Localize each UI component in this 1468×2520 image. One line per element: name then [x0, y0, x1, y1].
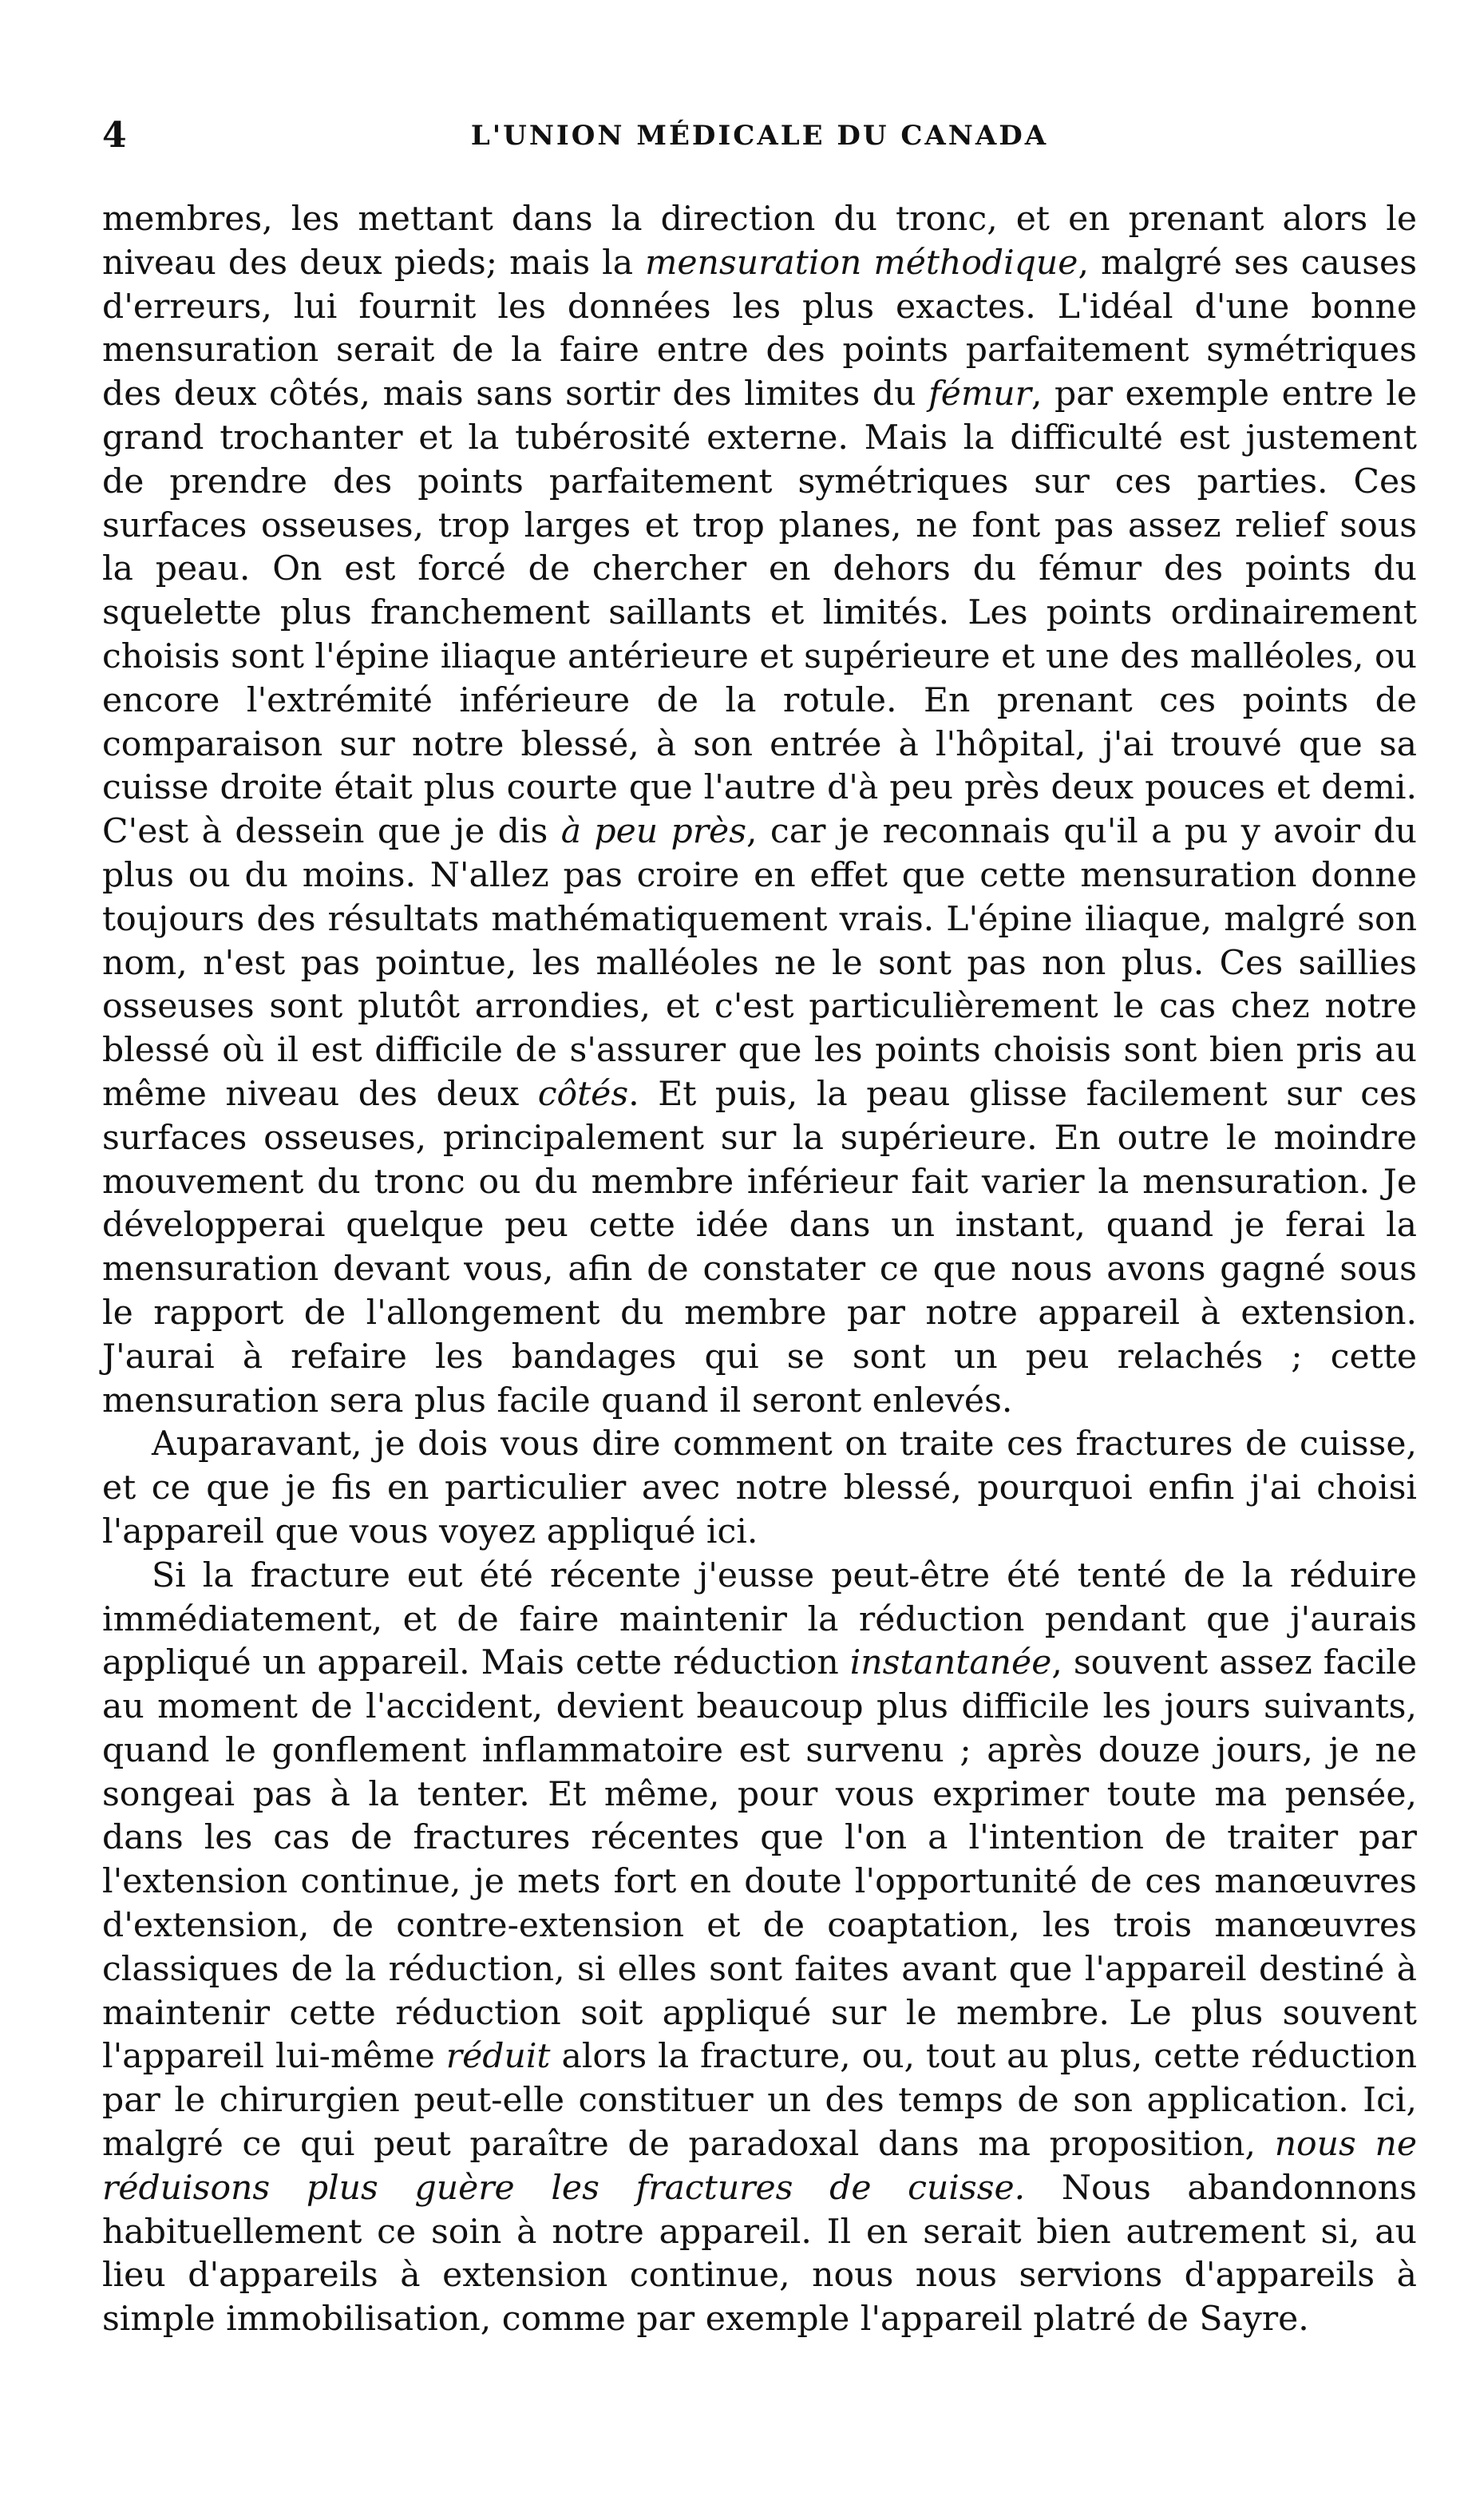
- text-run: , malgré ses causes d'erreurs, lui fournit les données les plus exactes. L'idéal d'une bonne mensuration serait de la faire entre des points parfaitement symétriques des deux côtés, mais sans sortir des limites du: [102, 243, 1417, 414]
- text-run: . Et puis, la peau glisse facilement sur ces surfaces osseuses, principalement sur la supérieure. En outre le moindre mouvement du tronc ou du membre inférieur fait varier la mensuration. Je développerai quelque peu cette idée dans un instant, quand je ferai la mensuration devant vous, afin de constater ce que nous avons gagné sous le rapport de l'allongement du membre par notre appareil à extension. J'aurai à refaire les bandages qui se sont un peu relachés ; cette mensuration sera plus facile quand il seront enlevés.: [102, 1074, 1417, 1420]
- text-run: , souvent assez facile au moment de l'accident, devient beaucoup plus difficile les jours suivants, quand le gonflement inflammatoire est survenu ; après douze jours, je ne songeai pas à la tenter. Et même, pour vous exprimer toute ma pensée, dans les cas de fractures récentes que l'on a l'intention de traiter par l'extension continue, je mets fort en doute l'opportunité de ces manœuvres d'extension, de contre-extension et de coaptation, les trois manœuvres classiques de la réduction, si elles sont faites avant que l'appareil destiné à maintenir cette réduction soit appliqué sur le membre. Le plus souvent l'appareil lui-même: [102, 1643, 1417, 2077]
- italic-text-run: côtés: [537, 1074, 629, 1114]
- body-text: [102, 198, 1417, 2342]
- paragraph-2: [102, 1423, 1417, 1554]
- text-run: membres, les mettant dans la direction du tronc, et en prenant alors le niveau des deux pieds; mais la: [102, 200, 1417, 283]
- italic-text-run: réduit: [445, 2037, 551, 2077]
- italic-text-run: instantanée: [849, 1643, 1052, 1683]
- text-run: , par exemple entre le grand trochanter et la tubérosité externe. Mais la difficulté est justement de prendre des points parfaitement symétriques sur ces parties. Ces surfaces osseuses, trop larges et trop planes, ne font pas assez relief sous la peau. On est forcé de chercher en dehors du fémur des points du squelette plus franchement saillants et limités. Les points ordinairement choisis sont l'épine iliaque antérieure et supérieure et une des malléoles, ou encore l'extrémité inférieure de la rotule. En prenant ces points de comparaison sur notre blessé, à son entrée à l'hôpital, j'ai trouvé que sa cuisse droite était plus courte que l'autre d'à peu près deux pouces et demi. C'est à dessein que je dis: [102, 374, 1418, 852]
- italic-text-run: nous ne réduisons plus guère les fractures de cuisse.: [102, 2125, 1417, 2208]
- italic-text-run: mensuration méthodique: [645, 243, 1078, 283]
- text-run: Si la fracture eut été récente j'eusse peut-être été tenté de la réduire immédiatement, et de faire maintenir la réduction pendant que j'aurais appliqué un appareil. Mais cette réduction: [102, 1555, 1417, 1683]
- journal-title: L'UNION MÉDICALE DU CANADA: [470, 120, 1049, 152]
- text-run: alors la fracture, ou, tout au plus, cette réduction par le chirurgien peut-elle constituer un des temps de son application. Ici, malgré ce qui peut paraître de paradoxal dans ma proposition,: [102, 2037, 1417, 2165]
- text-run: , car je reconnais qu'il a pu y avoir du plus ou du moins. N'allez pas croire en effet que cette mensuration donne toujours des résultats mathématiquement vrais. L'épine iliaque, malgré son nom, n'est pas pointue, les malléoles ne le sont pas non plus. Ces saillies osseuses sont plutôt arrondies, et c'est particulièrement le cas chez notre blessé où il est difficile de s'assurer que les points choisis sont bien pris au même niveau des deux: [102, 812, 1417, 1114]
- paragraph-1: [102, 198, 1417, 1423]
- text-run: Auparavant, je dois vous dire comment on traite ces fractures de cuisse, et ce que je fis en particulier avec notre blessé, pourquoi enfin j'ai choisi l'appareil que vous voyez appliqué ici.: [102, 1424, 1417, 1551]
- page-number: 4: [102, 115, 127, 156]
- running-head: [102, 112, 1417, 160]
- text-run: Nous abandonnons habituellement ce soin à notre appareil. Il en serait bien autrement si, au lieu d'appareils à extension continue, nous nous servions d'appareils à simple immobilisation, comme par exemple l'appareil platré de Sayre.: [102, 2168, 1417, 2340]
- italic-text-run: à peu près: [560, 812, 747, 852]
- paragraph-3: [102, 1555, 1417, 2342]
- italic-text-run: fémur: [928, 374, 1031, 414]
